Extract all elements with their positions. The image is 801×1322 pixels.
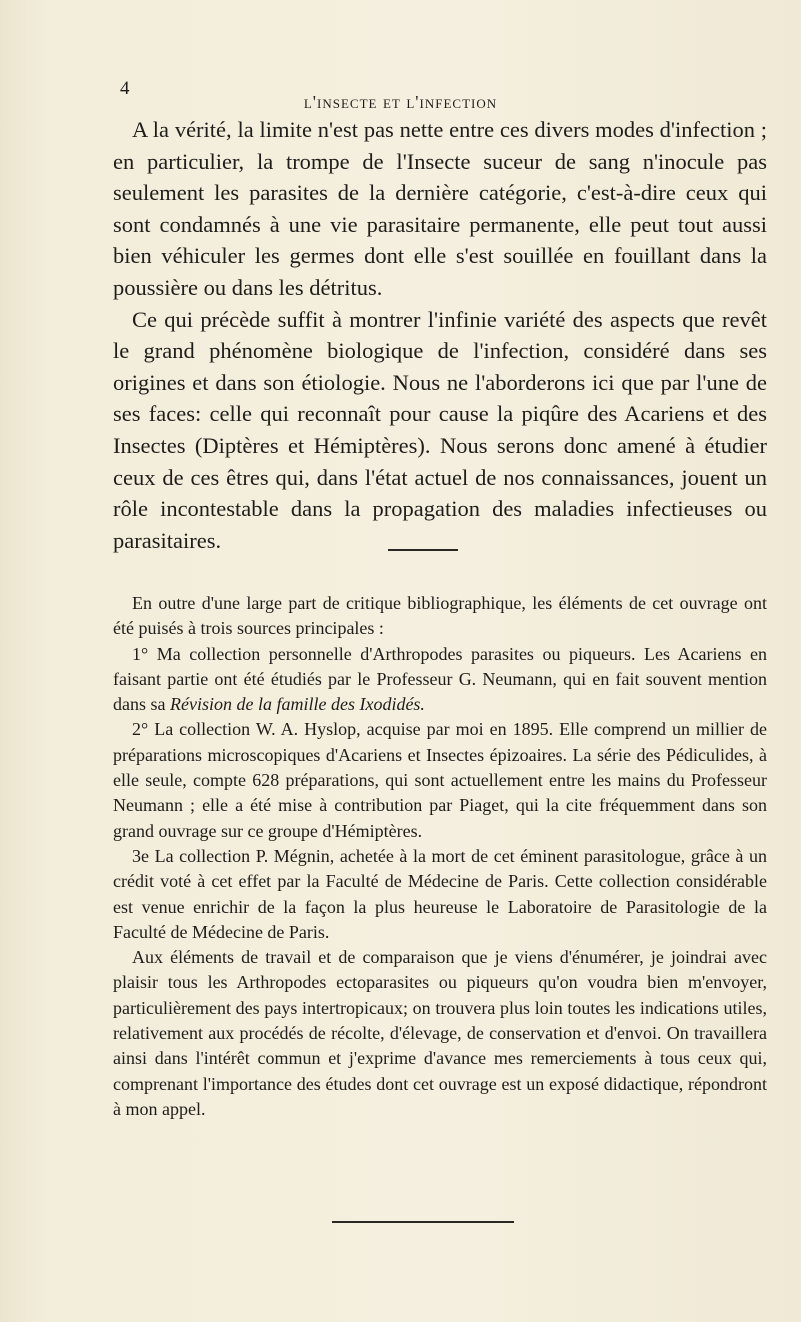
page-number: 4 bbox=[120, 78, 130, 99]
note-item-1-title: Révision de la famille des Ixodidés. bbox=[170, 694, 425, 715]
note-item-1 bbox=[113, 642, 767, 718]
note-item-3: 3e La collection P. Mégnin, achetée à la mort de cet éminent parasitologue, grâce à un crédit voté à cet effet par la Faculté de Médecine de Paris. Cette collection considérable est venue enrichir de la façon la plus heureuse le Laboratoire de Parasitologie de la Faculté de Médecine de Paris. bbox=[113, 845, 767, 942]
end-divider bbox=[332, 1221, 514, 1223]
note-item-2: 2° La collection W. A. Hyslop, acquise par moi en 1895. Elle comprend un millier de préparations microscopiques d'Acariens et Insectes épizoaires. La série des Pédiculides, à elle seule, compte 628 préparations, qui sont actuellement entre les mains du Professeur Neumann ; elle a été mise à contribution par Piaget, qui la cite fréquemment dans son grand ouvrage sur ce groupe d'Hémiptères. bbox=[113, 719, 767, 841]
note-section bbox=[113, 591, 767, 1122]
note-item-1-text: 1° Ma collection personnelle d'Arthropodes parasites ou piqueurs. Les Acariens en faisant partie ont été étudiés par le Professeur G. Neumann, qui en fait souvent mention dans sa bbox=[113, 643, 767, 715]
main-paragraph: Ce qui précède suffit à montrer l'infinie variété des aspects que revêt le grand phénomène biologique de l'infection, considéré dans ses origines et dans son étiologie. Nous ne l'aborderons ici que par l'une de ses faces: celle qui reconnaît pour cause la piqûre des Acariens et des Insectes (Diptères et Hémiptères). Nous serons donc amené à étudier ceux de ces êtres qui, dans l'état actuel de nos connaissances, jouent un rôle incontestable dans la propagation des maladies infectieuses ou parasitaires. bbox=[113, 306, 767, 553]
main-paragraph: A la vérité, la limite n'est pas nette entre ces divers modes d'infection ; en particulier, la trompe de l'Insecte suceur de sang n'inocule pas seulement les parasites de la dernière catégorie, c'est-à-dire ceux qui sont condamnés à une vie parasitaire permanente, elle peut tout aussi bien véhiculer les germes dont elle s'est souillée en fouillant dans la poussière ou dans les détritus. bbox=[113, 117, 767, 300]
running-head: l'insecte et l'infection bbox=[303, 92, 498, 112]
note-closing: Aux éléments de travail et de comparaison que je viens d'énumérer, je joindrai avec plaisir tous les Arthropodes ectoparasites ou piqueurs qu'on voudra bien m'envoyer, particulièrement des pays intertropicaux; on trouvera plus loin toutes les indications utiles, relativement aux procédés de récolte, d'élevage, de conservation et d'envoi. On travaillera ainsi dans l'intérêt commun et j'exprime d'avance mes remerciements à tous ceux qui, comprenant l'importance des études dont cet ouvrage est un exposé didactique, répondront à mon appel. bbox=[113, 947, 767, 1119]
section-divider bbox=[388, 549, 458, 551]
note-intro: En outre d'une large part de critique bibliographique, les éléments de cet ouvrage ont été puisés à trois sources principales : bbox=[113, 593, 767, 639]
main-text bbox=[113, 114, 767, 556]
